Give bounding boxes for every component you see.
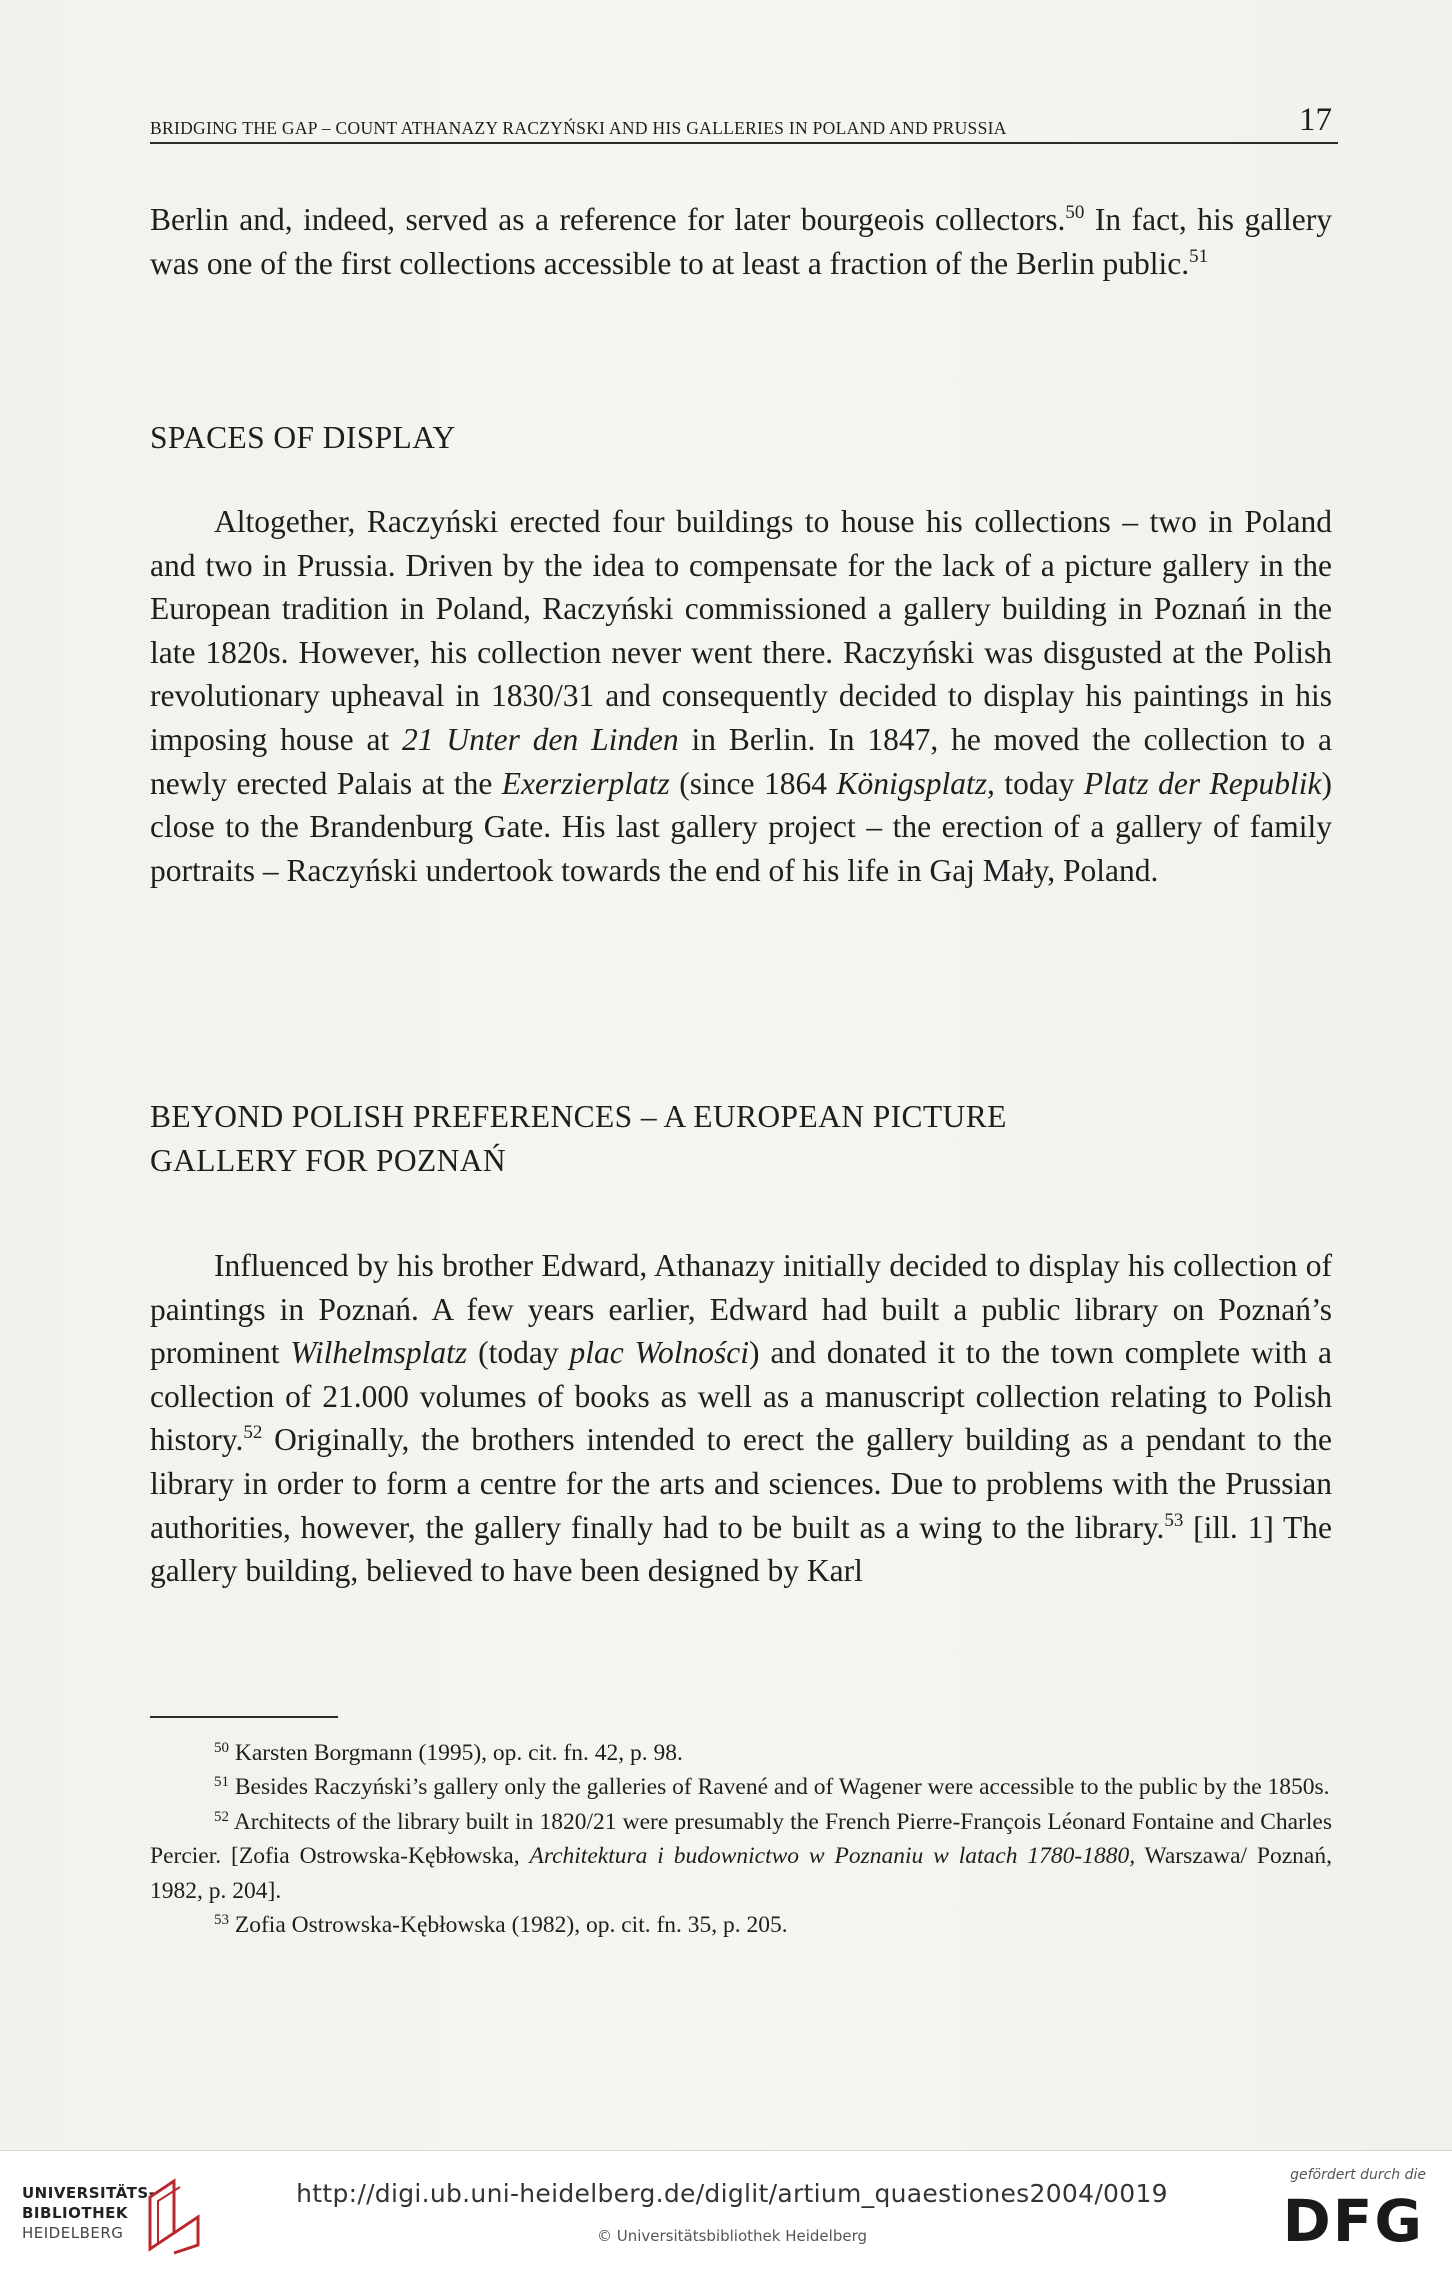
section-heading-beyond-line2: GALLERY FOR POZNAŃ — [150, 1142, 507, 1178]
section2-paragraph — [150, 1244, 1332, 1593]
s2-text-b: (today — [467, 1335, 570, 1371]
footnote-italic-52: Architektura i budownictwo w Poznaniu w latach 1780-1880, — [529, 1843, 1136, 1870]
library-name — [22, 2183, 155, 2243]
s1-text-e: ) close to the Brandenburg Gate. His last gallery project – the erection of a gallery of family portraits – Raczyński undertook towards the end of his life in Gaj Mały, Poland. — [150, 765, 1333, 888]
s1-italic-exerzierplatz: Exerzierplatz — [501, 765, 670, 801]
dfg-logo: DFG — [1282, 2187, 1424, 2255]
s1-italic-koenigsplatz: Königsplatz, — [836, 765, 995, 801]
s2-text-a: Influenced by his brother Edward, Athanazy initially decided to display his collection of paintings in Poznań. A few years earlier, Edward had built a public library on Poznań’s prominent — [150, 1248, 1332, 1371]
library-name-line3: HEIDELBERG — [22, 2224, 124, 2242]
s2-italic-wilhelmsplatz: Wilhelmsplatz — [290, 1335, 468, 1371]
funded-by-label: gefördert durch die — [1290, 2167, 1426, 2183]
section1-paragraph — [150, 500, 1332, 892]
s1-italic-unter-den-linden: 21 Unter den Linden — [402, 721, 679, 757]
footnote-divider — [150, 1716, 338, 1718]
s1-italic-platz-der-republik: Platz der Republik — [1083, 765, 1322, 801]
intro-paragraph — [150, 198, 1332, 285]
section-heading-beyond — [150, 1095, 1332, 1182]
s1-text-b: in Berlin. In 1847, he moved the collection to a newly erected Palais at the — [150, 721, 1332, 801]
footnote-ref-50[interactable]: 50 — [1065, 202, 1085, 223]
s1-text-c: (since 1864 — [669, 765, 837, 801]
digitization-footer — [0, 2150, 1452, 2270]
s1-text-a: Altogether, Raczyński erected four buildings to house his collections – two in Poland and two in Prussia. Driven by the idea to compensate for the lack of a picture gallery in the European tradition in Poland, Raczyński commissioned a gallery building in Poznań in the late 1820s. However, his collection never went there. Raczyński was disgusted at the Polish revolutionary upheaval in 1830/31 and consequently decided to display his paintings in his imposing house at — [150, 504, 1332, 757]
library-name-line1: UNIVERSITÄTS- — [22, 2184, 156, 2202]
page-number: 17 — [1299, 102, 1332, 138]
footnote-number-52: 52 — [214, 1808, 229, 1825]
library-name-line2: BIBLIOTHEK — [22, 2204, 128, 2222]
footnotes — [150, 1736, 1332, 1942]
footnote-50 — [150, 1736, 1332, 1770]
running-head — [150, 102, 1338, 144]
footnote-number-53: 53 — [214, 1912, 229, 1929]
footnote-number-50: 50 — [214, 1740, 229, 1756]
footnote-text-51: Besides Raczyński’s gallery only the galleries of Ravené and of Wagener were accessible to the public by the 1850s. — [229, 1774, 1330, 1801]
intro-text-2: In fact, his gallery was one of the first collections accessible to at least a fraction of the Berlin public. — [150, 202, 1332, 281]
footnote-text-52b: Warszawa/ Poznań, 1982, p. 204]. — [150, 1843, 1332, 1904]
footnote-ref-51[interactable]: 51 — [1189, 245, 1209, 267]
footnote-ref-52[interactable]: 52 — [243, 1422, 263, 1444]
s2-text-d: Originally, the brothers intended to erect the gallery building as a pendant to the library in order to form a centre for the arts and sciences. Due to problems with the Prussian authorities, however, the gallery finally had to be built as a wing to the library. — [150, 1422, 1332, 1545]
intro-text-1: Berlin and, indeed, served as a reference for later bourgeois collectors. — [150, 202, 1066, 237]
section-heading-beyond-line1: BEYOND POLISH PREFERENCES – A EUROPEAN PICTURE — [150, 1099, 1007, 1134]
s2-italic-plac-wolnosci: plac Wolności — [569, 1335, 750, 1371]
footnote-text-50: Karsten Borgmann (1995), op. cit. fn. 42, p. 98. — [229, 1740, 683, 1766]
footnote-52 — [150, 1805, 1332, 1908]
section-heading-spaces: SPACES OF DISPLAY — [150, 420, 456, 455]
footnote-text-53: Zofia Ostrowska-Kębłowska (1982), op. cit. fn. 35, p. 205. — [229, 1912, 788, 1939]
s2-text-c: ) and donated it to the town complete with a collection of 21.000 volumes of books as well as a manuscript collection relating to Polish history. — [150, 1335, 1332, 1458]
source-url-link[interactable]: http://digi.ub.uni-heidelberg.de/diglit/artium_quaestiones2004/0019 — [296, 2179, 1168, 2208]
copyright-notice: © Universitätsbibliothek Heidelberg — [596, 2227, 867, 2245]
footnote-number-51: 51 — [214, 1774, 229, 1791]
running-head-title: BRIDGING THE GAP – COUNT ATHANAZY RACZYŃSKI AND HIS GALLERIES IN POLAND AND PRUSSIA — [150, 118, 1007, 138]
footnote-53 — [150, 1908, 1332, 1942]
s2-text-e: [ill. 1] The gallery building, believed to have been designed by Karl — [150, 1509, 1332, 1589]
s1-text-d: today — [994, 765, 1084, 801]
footnote-ref-53[interactable]: 53 — [1164, 1509, 1184, 1531]
footnote-text-52a: Architects of the library built in 1820/21 were presumably the French Pierre-François Léonard Fontaine and Charles Percier. [Zofia Ostrowska-Kębłowska, — [150, 1808, 1332, 1870]
footnote-51 — [150, 1770, 1332, 1804]
library-logo-icon — [144, 2171, 204, 2255]
